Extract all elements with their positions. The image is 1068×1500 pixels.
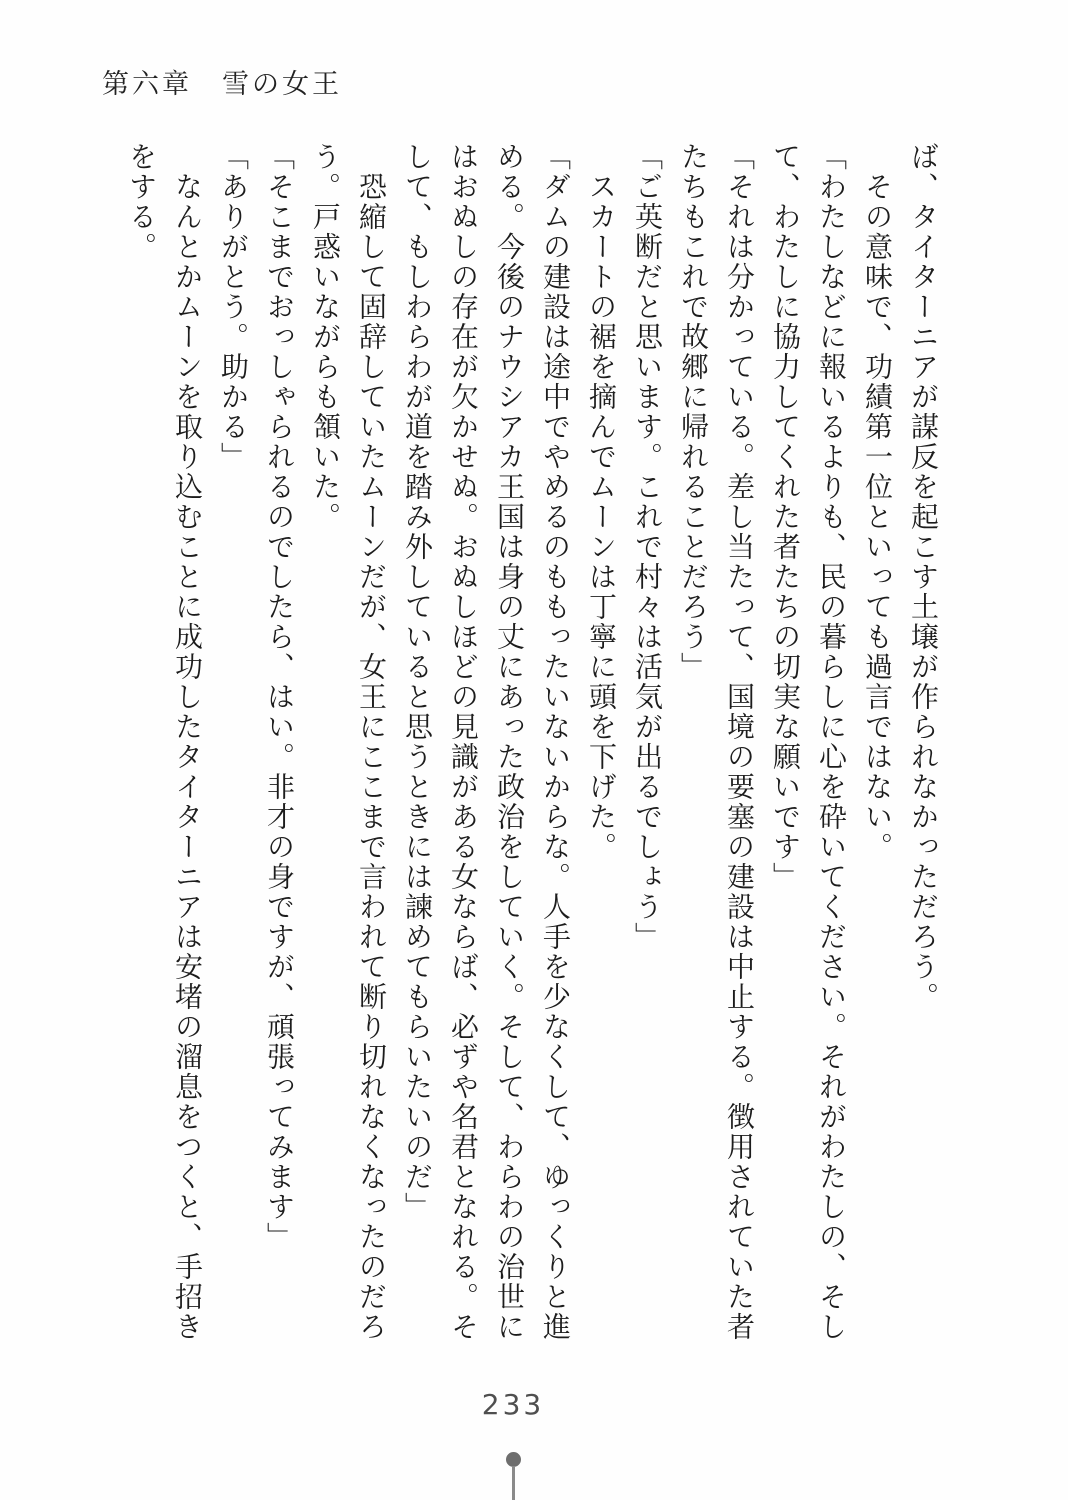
page-footer	[0, 1384, 1068, 1500]
text-column: 「それは分かっている。差し当たって、国境の要塞の建設は中止する。徴用されていた者	[723, 142, 756, 1342]
footer-line-ornament	[512, 1466, 515, 1500]
text-column: その意味で、功績第一位といっても過言ではない。	[861, 142, 894, 862]
text-column: して、もしわらわが道を踏み外していると思うときには諫めてもらいたいのだ」	[401, 142, 434, 1222]
text-column: 「ありがとう。助かる」	[217, 142, 250, 472]
text-column: う。戸惑いながらも頷いた。	[309, 142, 342, 532]
text-column: 「そこまでおっしゃられるのでしたら、はい。非才の身ですが、頑張ってみます」	[263, 142, 296, 1252]
text-column: たちもこれで故郷に帰れることだろう」	[677, 142, 710, 682]
text-column: ば、タイターニアが謀反を起こす土壌が作られなかっただろう。	[907, 142, 940, 1012]
text-column: はおぬしの存在が欠かせぬ。おぬしほどの見識がある女ならば、必ずや名君となれる。そ	[447, 142, 480, 1342]
text-column: スカートの裾を摘んでムーンは丁寧に頭を下げた。	[585, 142, 618, 862]
page-number: 233	[481, 1388, 545, 1421]
text-column: て、わたしに協力してくれた者たちの切実な願いです」	[769, 142, 802, 892]
chapter-header: 第六章 雪の女王	[102, 69, 342, 100]
text-column: なんとかムーンを取り込むことに成功したタイターニアは安堵の溜息をつくと、手招き	[171, 142, 204, 1342]
footer-dot-ornament	[506, 1452, 521, 1467]
text-column: 「わたしなどに報いるよりも、民の暮らしに心を砕いてください。それがわたしの、そし	[815, 142, 848, 1342]
text-column: 恐縮して固辞していたムーンだが、女王にここまで言われて断り切れなくなったのだろ	[355, 142, 388, 1342]
body-text	[118, 142, 946, 1357]
text-column: める。今後のナウシアカ王国は身の丈にあった政治をしていく。そして、わらわの治世に	[493, 142, 526, 1342]
text-column: 「ダムの建設は途中でやめるのももったいないからな。人手を少なくして、ゆっくりと進	[539, 142, 572, 1342]
text-column: 「ご英断だと思います。これで村々は活気が出るでしょう」	[631, 142, 664, 952]
text-column: をする。	[125, 142, 158, 262]
